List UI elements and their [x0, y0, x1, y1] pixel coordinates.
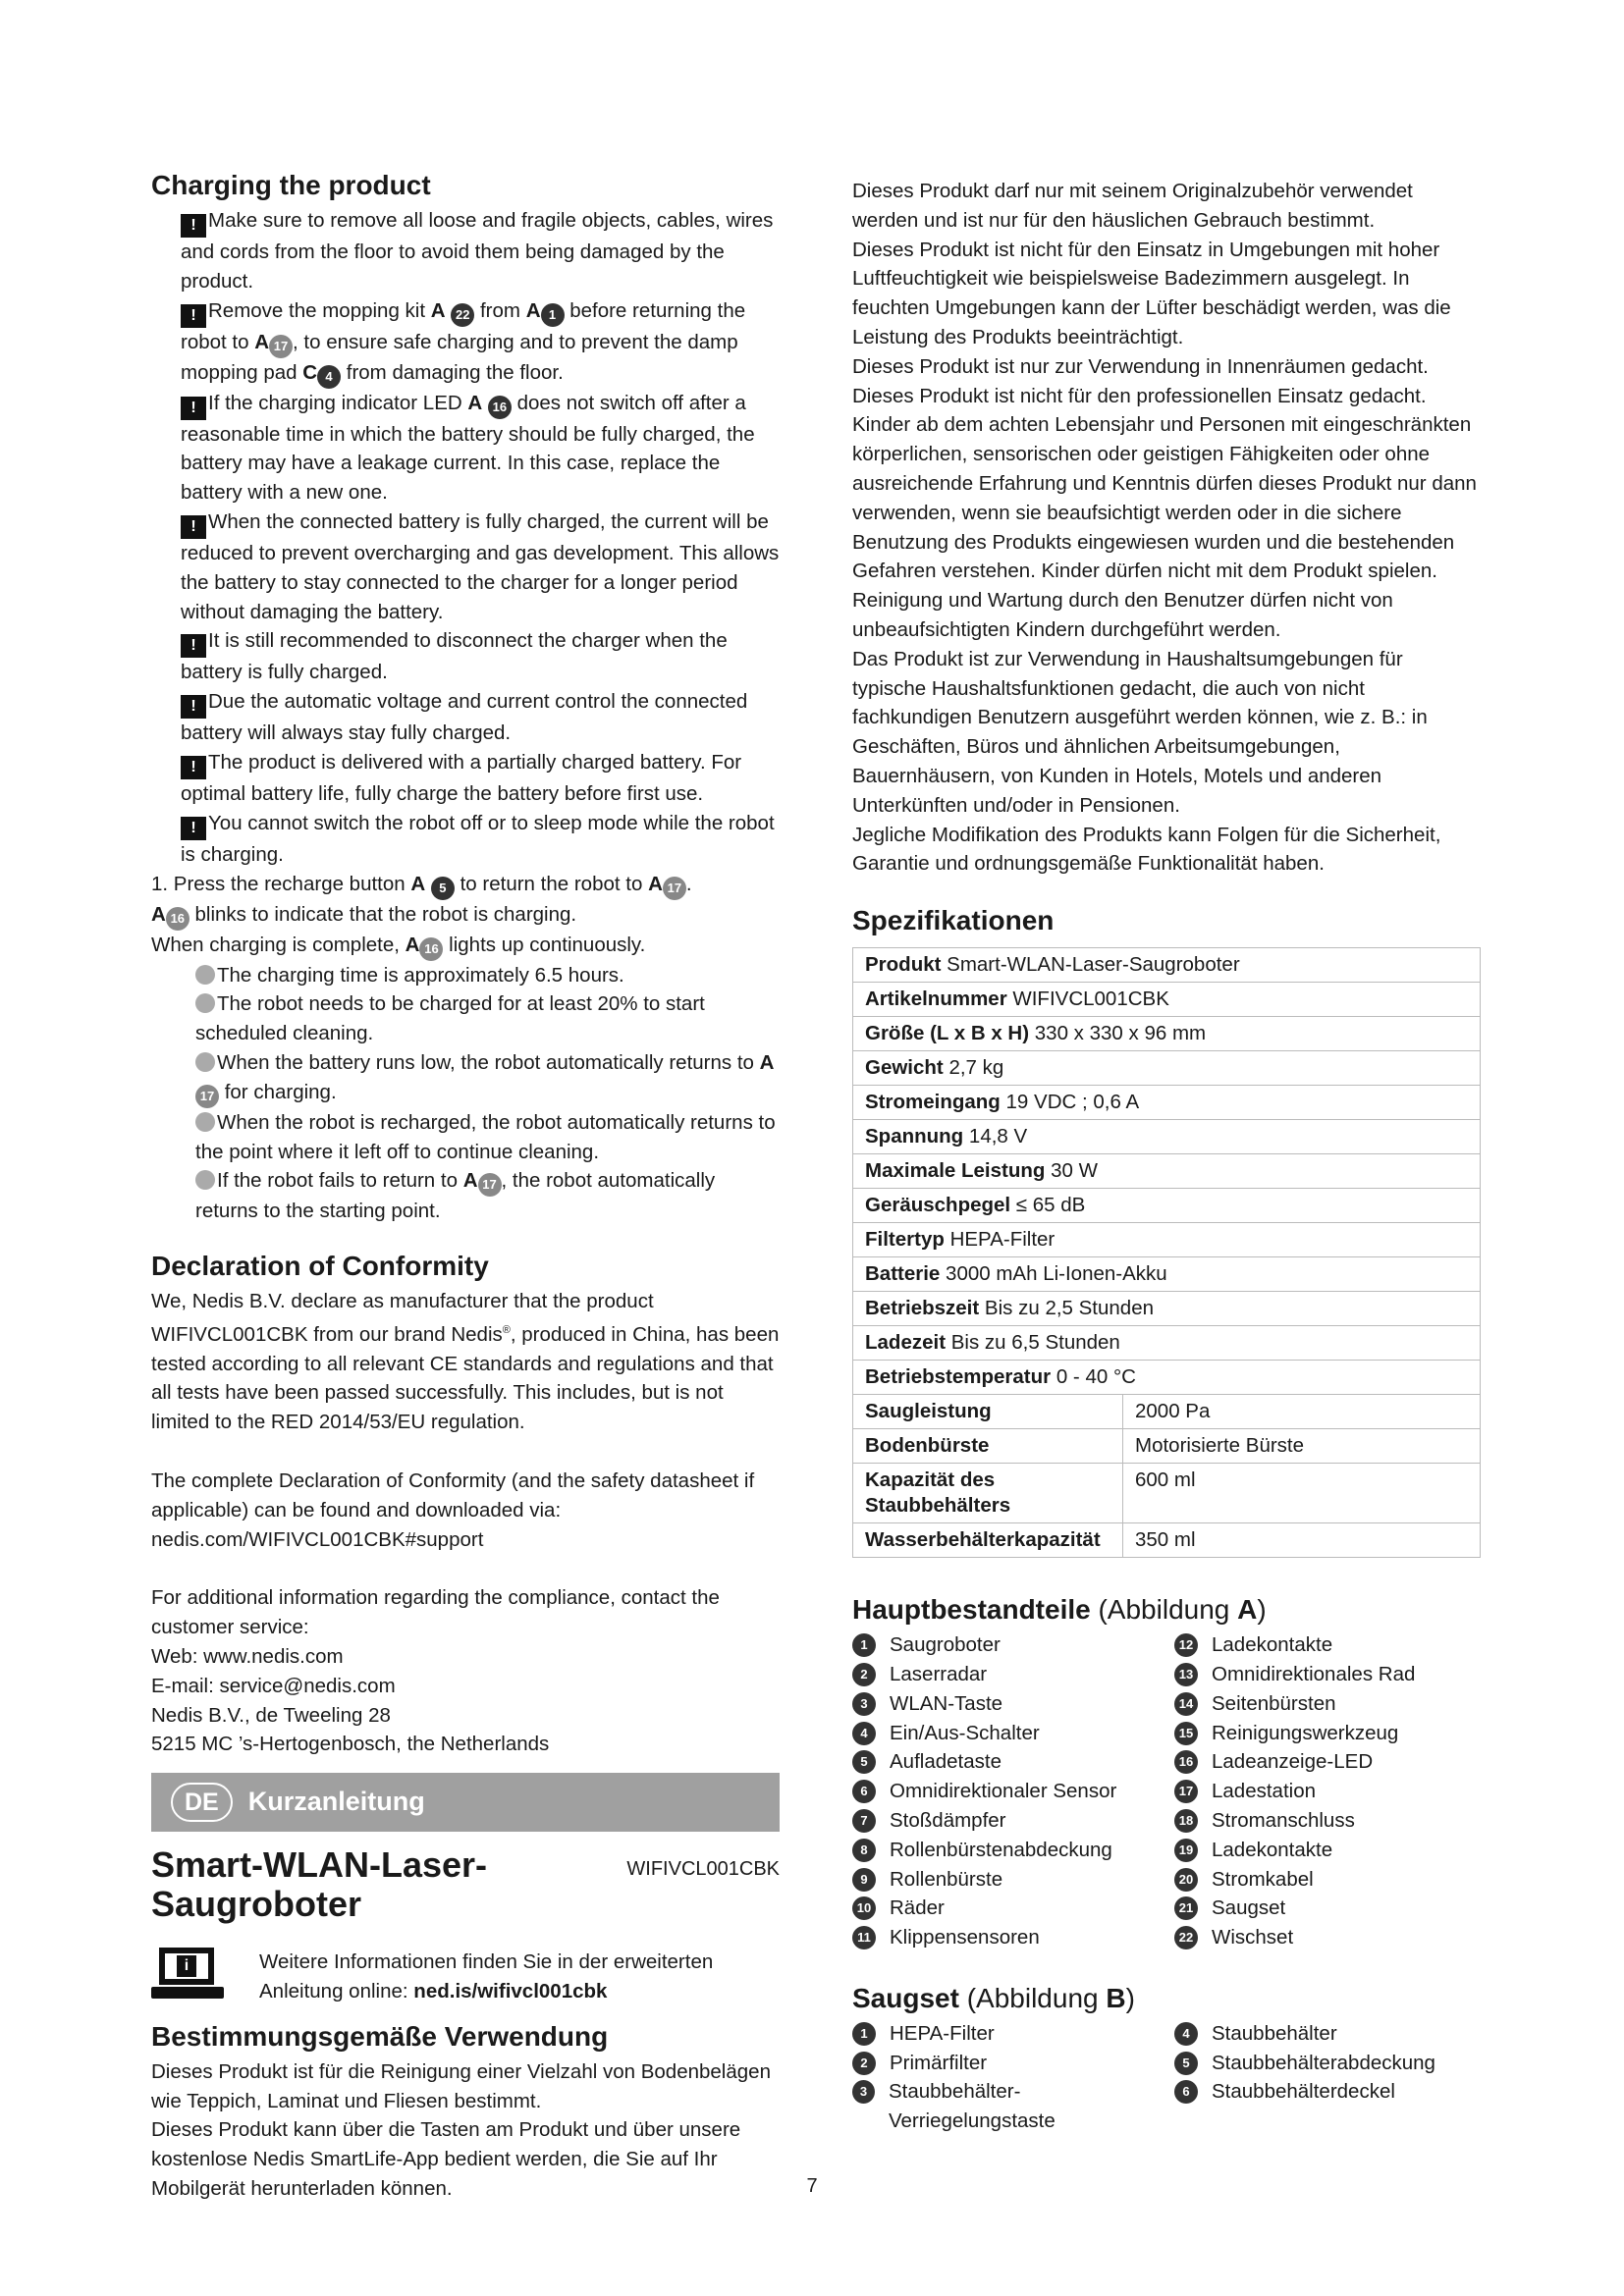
spec-row	[853, 1120, 1481, 1154]
info-icon	[195, 993, 215, 1013]
warning-icon: !	[181, 515, 206, 539]
part-number-badge: 19	[1174, 1839, 1198, 1862]
part-item	[1174, 1689, 1481, 1719]
part-label: Ladeanzeige-LED	[1212, 1750, 1374, 1774]
spec-cell: Ladezeit Bis zu 6,5 Stunden	[853, 1326, 1481, 1361]
part-label: Seitenbürsten	[1212, 1691, 1336, 1715]
part-label: Laserradar	[890, 1662, 988, 1685]
spec-row	[853, 1326, 1481, 1361]
part-item	[852, 1630, 1174, 1660]
step-1: 1. Press the recharge button A 5 to return the robot to A 17 .	[151, 870, 780, 900]
part-number-badge: 6	[852, 1780, 876, 1803]
use-text: Jegliche Modifikation des Produkts kann Folgen für die Sicherheit, Garantie und ordnungsgemäße Funktionalität haben.	[852, 823, 1441, 876]
intended-use-text-1: Dieses Produkt ist für die Reinigung einer Vielzahl von Bodenbelägen wie Teppich, Laminat und Fliesen bestimmt.	[151, 2059, 771, 2112]
part-number-badge: 3	[852, 1692, 876, 1716]
part-label: Ladestation	[1212, 1780, 1317, 1803]
spec-cell: Größe (L x B x H) 330 x 330 x 96 mm	[853, 1017, 1481, 1051]
part-label: Staubbehälter-Verriegelungstaste	[888, 2080, 1056, 2133]
part-label: Omnidirektionales Rad	[1212, 1662, 1416, 1685]
part-number-badge: 4	[852, 1722, 876, 1745]
compliance-contact: For additional information regarding the compliance, contact the customer service:	[151, 1586, 720, 1639]
info-item: The charging time is approximately 6.5 hours.	[151, 961, 780, 990]
warning-icon: !	[181, 304, 206, 328]
part-item	[1174, 1747, 1481, 1777]
product-title-row	[151, 1845, 780, 1924]
spec-row	[853, 1361, 1481, 1395]
part-label: Stromanschluss	[1212, 1808, 1355, 1832]
part-number-badge: 6	[1174, 2080, 1198, 2104]
info-icon	[195, 1112, 215, 1132]
info-icon	[195, 1052, 215, 1072]
part-item	[1174, 1660, 1481, 1689]
complete-note: When charging is complete, A 16 lights up continuously.	[151, 931, 780, 961]
part-label: Saugset	[1212, 1896, 1286, 1920]
spec-value: 350 ml	[1123, 1523, 1481, 1558]
contact-address-1: Nedis B.V., de Tweeling 28	[151, 1703, 391, 1727]
spec-cell: Produkt Smart-WLAN-Laser-Saugroboter	[853, 948, 1481, 983]
warning-icon: !	[181, 634, 206, 658]
part-label: HEPA-Filter	[890, 2021, 995, 2045]
warning-item: ! It is still recommended to disconnect the charger when the battery is fully charged.	[181, 629, 728, 684]
laptop-info-icon: i	[151, 1948, 224, 2001]
part-item	[1174, 1836, 1481, 1865]
use-text: Das Produkt ist zur Verwendung in Haushaltsumgebungen für typische Haushaltsfunktionen gedacht, die auch von nicht fachkundigen Benutzern ausgeführt werden können, wie z. B.: in Geschäften, Büros und ähnlichen Arbeitsumgebungen, Bauernhäusern, von Kunden in Hotels, Motels und anderen Unterkünften und/oder in Pensionen.	[852, 647, 1428, 817]
spec-value: Motorisierte Bürste	[1123, 1429, 1481, 1464]
part-item	[852, 1689, 1174, 1719]
part-item	[1174, 1777, 1481, 1806]
spec-row	[853, 1086, 1481, 1120]
conformity-link[interactable]: nedis.com/WIFIVCL001CBK#support	[151, 1527, 484, 1551]
spec-cell: Gewicht 2,7 kg	[853, 1051, 1481, 1086]
spec-cell: Filtertyp HEPA-Filter	[853, 1223, 1481, 1257]
part-number-badge: 5	[1174, 2052, 1198, 2075]
info-item: When the battery runs low, the robot automatically returns to A17 for charging.	[151, 1048, 780, 1108]
part-item	[1174, 2019, 1481, 2049]
part-item	[852, 1865, 1174, 1895]
contact-web[interactable]: Web: www.nedis.com	[151, 1644, 344, 1668]
part-label: Ladekontakte	[1212, 1633, 1333, 1657]
part-number-badge: 14	[1174, 1692, 1198, 1716]
part-item	[852, 1777, 1174, 1806]
use-text: Dieses Produkt ist nicht für den professionellen Einsatz gedacht.	[852, 384, 1427, 407]
model-number: WIFIVCL001CBK	[626, 1858, 780, 1881]
spec-row	[853, 983, 1481, 1017]
more-info-text: Weitere Informationen finden Sie in der erweiterten Anleitung online: ned.is/wifivcl001cbk	[259, 1950, 714, 2002]
part-label: Rollenbürste	[890, 1867, 1003, 1891]
part-number-badge: 21	[1174, 1896, 1198, 1920]
charging-heading: Charging the product	[151, 170, 431, 200]
part-number-badge: 2	[852, 2052, 876, 2075]
part-number-badge: 15	[1174, 1722, 1198, 1745]
more-info-link[interactable]: ned.is/wifivcl001cbk	[413, 1979, 608, 2002]
warning-icon: !	[181, 695, 206, 719]
spec-row	[853, 1051, 1481, 1086]
part-label: Staubbehälterdeckel	[1212, 2080, 1395, 2104]
spec-row	[853, 1429, 1481, 1464]
part-label: Saugroboter	[890, 1633, 1001, 1657]
contact-address-2: 5215 MC ’s-Hertogenbosch, the Netherlands	[151, 1733, 550, 1756]
part-number-badge: 1	[852, 1633, 876, 1657]
part-item	[852, 2019, 1174, 2049]
part-item	[1174, 1923, 1481, 1952]
part-label: Stromkabel	[1212, 1867, 1314, 1891]
part-number-badge: 18	[1174, 1809, 1198, 1833]
info-icon	[195, 1170, 215, 1190]
right-column	[852, 169, 1481, 2136]
spec-row	[853, 1464, 1481, 1523]
saugset-list	[852, 2019, 1481, 2136]
part-number-badge: 12	[1174, 1633, 1198, 1657]
spec-row	[853, 1292, 1481, 1326]
part-label: Aufladetaste	[890, 1750, 1001, 1774]
part-number-badge: 1	[852, 2022, 876, 2046]
spec-key: Wasserbehälterkapazität	[853, 1523, 1123, 1558]
part-item	[1174, 1865, 1481, 1895]
blink-note: A 16 blinks to indicate that the robot is charging.	[151, 900, 780, 931]
language-section-bar	[151, 1773, 780, 1832]
parts-list	[852, 1630, 1481, 1952]
spec-row	[853, 1395, 1481, 1429]
intended-use-heading: Bestimmungsgemäße Verwendung	[151, 2020, 609, 2052]
part-item	[852, 2077, 1174, 2136]
conformity-text: We, Nedis B.V. declare as manufacturer that the product WIFIVCL001CBK from our brand Nedis®, produced in China, has been tested according to all relevant CE standards and regulations and that all tests have been passed successfully. This includes, but is not limited to the RED 2014/53/EU regulation.	[151, 1290, 780, 1434]
warning-item: ! The product is delivered with a partially charged battery. For optimal battery life, fully charge the battery before first use.	[181, 750, 742, 805]
part-item	[852, 2049, 1174, 2078]
use-text: Dieses Produkt ist nur zur Verwendung in Innenräumen gedacht.	[852, 354, 1429, 378]
use-text: Dieses Produkt ist nicht für den Einsatz in Umgebungen mit hoher Luftfeuchtigkeit wie beispielsweise Badezimmern ausgelegt. In feuchten Umgebungen kann der Lüfter beschädigt werden, was die Leistung des Produkts beeinträchtigt.	[852, 238, 1451, 348]
warning-item: ! Make sure to remove all loose and fragile objects, cables, wires and cords from the floor to avoid them being damaged by the product.	[181, 209, 774, 293]
part-number-badge: 8	[852, 1839, 876, 1862]
part-item	[852, 1747, 1174, 1777]
specs-heading: Spezifikationen	[852, 905, 1055, 936]
part-number-badge: 20	[1174, 1868, 1198, 1892]
spec-cell: Stromeingang 19 VDC ; 0,6 A	[853, 1086, 1481, 1120]
spec-row	[853, 1154, 1481, 1189]
part-label: Rollenbürstenabdeckung	[890, 1838, 1112, 1861]
spec-cell: Betriebszeit Bis zu 2,5 Stunden	[853, 1292, 1481, 1326]
contact-email[interactable]: E-mail: service@nedis.com	[151, 1674, 396, 1697]
spec-row	[853, 1017, 1481, 1051]
part-item	[1174, 1894, 1481, 1923]
part-number-badge: 17	[1174, 1780, 1198, 1803]
part-number-badge: 4	[1174, 2022, 1198, 2046]
warning-icon: !	[181, 397, 206, 420]
warning-item: ! Remove the mopping kit A 22 from A 1 before returning the robot to A 17 , to ensure safe charging and to prevent the damp mopping pad C 4 from damaging the floor.	[151, 296, 780, 389]
part-item	[1174, 1630, 1481, 1660]
spec-row	[853, 1223, 1481, 1257]
spec-row	[853, 1257, 1481, 1292]
left-column	[151, 169, 780, 2204]
spec-cell: Batterie 3000 mAh Li-Ionen-Akku	[853, 1257, 1481, 1292]
warning-item: ! If the charging indicator LED A 16 does not switch off after a reasonable time in which the battery should be fully charged, the battery may have a leakage current. In this case, replace the battery with a new one.	[181, 391, 755, 505]
info-icon	[195, 965, 215, 985]
part-item	[1174, 2077, 1481, 2136]
part-label: Staubbehälterabdeckung	[1212, 2051, 1435, 2074]
spec-key: Kapazität des Staubbehälters	[853, 1464, 1123, 1523]
part-label: Omnidirektionaler Sensor	[890, 1780, 1117, 1803]
part-number-badge: 5	[852, 1750, 876, 1774]
part-label: Stoßdämpfer	[890, 1808, 1006, 1832]
spec-cell: Artikelnummer WIFIVCL001CBK	[853, 983, 1481, 1017]
warning-item: ! You cannot switch the robot off or to sleep mode while the robot is charging.	[181, 811, 775, 866]
specs-table	[852, 947, 1481, 1558]
part-number-badge: 22	[1174, 1926, 1198, 1949]
conformity-download: The complete Declaration of Conformity (and the safety datasheet if applicable) can be found and downloaded via:	[151, 1468, 755, 1522]
part-label: WLAN-Taste	[890, 1691, 1003, 1715]
part-item	[1174, 1719, 1481, 1748]
part-number-badge: 3	[852, 2080, 875, 2104]
spec-cell: Geräuschpegel ≤ 65 dB	[853, 1189, 1481, 1223]
spec-cell: Betriebstemperatur 0 - 40 °C	[853, 1361, 1481, 1395]
spec-row	[853, 1189, 1481, 1223]
warning-item: ! When the connected battery is fully charged, the current will be reduced to prevent overcharging and gas development. This allows the battery to stay connected to the charger for a longer period without damaging the battery.	[181, 509, 780, 623]
spec-cell: Maximale Leistung 30 W	[853, 1154, 1481, 1189]
part-label: Staubbehälter	[1212, 2021, 1337, 2045]
warning-icon: !	[181, 756, 206, 779]
part-label: Ein/Aus-Schalter	[890, 1721, 1040, 1744]
part-item	[852, 1836, 1174, 1865]
part-label: Wischset	[1212, 1926, 1294, 1949]
language-code: DE	[171, 1783, 233, 1822]
part-label: Räder	[890, 1896, 945, 1920]
more-info-row	[151, 1948, 780, 2006]
page-number: 7	[806, 2175, 818, 2197]
part-item	[852, 1806, 1174, 1836]
info-item: If the robot fails to return to A 17 , the robot automatically returns to the starting point.	[195, 1169, 716, 1223]
part-number-badge: 7	[852, 1809, 876, 1833]
spec-key: Saugleistung	[853, 1395, 1123, 1429]
part-label: Ladekontakte	[1212, 1838, 1333, 1861]
info-item: When the robot is recharged, the robot automatically returns to the point where it left off to continue cleaning.	[195, 1110, 776, 1163]
spec-value: 2000 Pa	[1123, 1395, 1481, 1429]
spec-key: Bodenbürste	[853, 1429, 1123, 1464]
part-number-badge: 10	[852, 1896, 876, 1920]
warning-icon: !	[181, 214, 206, 238]
part-item	[1174, 1806, 1481, 1836]
part-number-badge: 11	[852, 1926, 876, 1949]
part-item	[852, 1923, 1174, 1952]
section-label: Kurzanleitung	[247, 1787, 425, 1817]
use-text: Dieses Produkt darf nur mit seinem Originalzubehör verwendet werden und ist nur für den häuslichen Gebrauch bestimmt.	[852, 180, 1413, 232]
part-label: Klippensensoren	[890, 1926, 1040, 1949]
spec-row	[853, 948, 1481, 983]
saugset-heading: Saugset (Abbildung B)	[852, 1982, 1135, 2013]
part-number-badge: 9	[852, 1868, 876, 1892]
intended-use-text-2: Dieses Produkt kann über die Tasten am Produkt und über unsere kostenlose Nedis SmartLife-App bedient werden, die Sie auf Ihr Mobilgerät herunterladen können.	[151, 2118, 741, 2200]
part-item	[852, 1894, 1174, 1923]
part-item	[852, 1660, 1174, 1689]
spec-row	[853, 1523, 1481, 1558]
warning-item: ! Due the automatic voltage and current control the connected battery will always stay fully charged.	[181, 690, 748, 745]
product-title: Smart-WLAN-Laser-Saugroboter	[151, 1844, 488, 1925]
part-number-badge: 13	[1174, 1663, 1198, 1686]
conformity-heading: Declaration of Conformity	[151, 1251, 489, 1282]
part-label: Reinigungswerkzeug	[1212, 1721, 1399, 1744]
spec-cell: Spannung 14,8 V	[853, 1120, 1481, 1154]
spec-value: 600 ml	[1123, 1464, 1481, 1523]
part-number-badge: 2	[852, 1663, 876, 1686]
use-text: Kinder ab dem achten Lebensjahr und Personen mit eingeschränkten körperlichen, sensorischen oder geistigen Fähigkeiten oder ohne ausreichende Erfahrung und Kenntnis dürfen dieses Produkt nur dann verwenden, wenn sie beaufsichtigt werden oder in die sichere Benutzung des Produkts eingewiesen wurden und die bestehenden Gefahren verstehen. Kinder dürfen nicht mit dem Produkt spielen. Reinigung und Wartung durch den Benutzer dürfen nicht von unbeaufsichtigten Kindern durchgeführt werden.	[852, 413, 1477, 641]
part-label: Primärfilter	[890, 2051, 988, 2074]
part-item	[1174, 2049, 1481, 2078]
parts-heading: Hauptbestandteile (Abbildung A)	[852, 1594, 1267, 1626]
part-item	[852, 1719, 1174, 1748]
part-number-badge: 16	[1174, 1750, 1198, 1774]
info-item: The robot needs to be charged for at least 20% to start scheduled cleaning.	[195, 992, 705, 1045]
warning-icon: !	[181, 817, 206, 840]
